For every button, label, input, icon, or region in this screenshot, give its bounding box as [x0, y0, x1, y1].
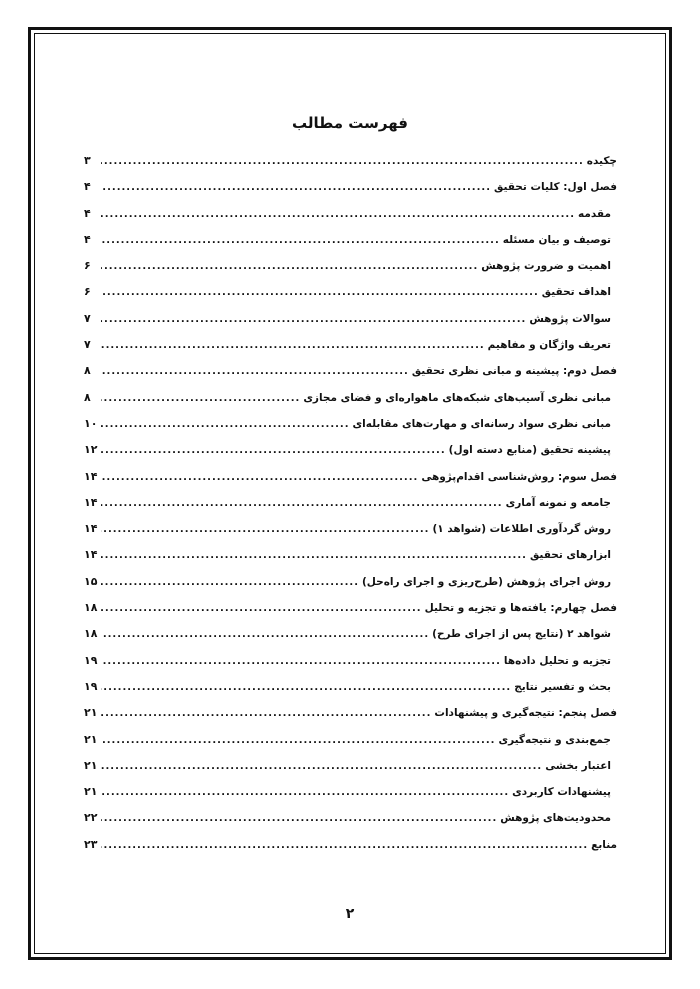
toc-entry-label: اهمیت و ضرورت پژوهش [481, 260, 611, 273]
table-of-contents [84, 154, 617, 864]
toc-entry-label: فصل سوم: روش‌شناسی اقدام‌پژوهی [421, 470, 617, 483]
toc-entry-label: جامعه و نمونه آماری [505, 496, 611, 509]
toc-dot-leader [101, 498, 503, 509]
toc-entry-label: توصیف و بیان مسئله [502, 233, 611, 246]
toc-entry-page: ۱۰ [84, 416, 98, 430]
toc-entry-label: مبانی نظری سواد رسانه‌ای و مهارت‌های مقابله‌ای [352, 417, 611, 430]
toc-entry-label: روش گردآوری اطلاعات (شواهد ۱) [432, 523, 611, 536]
toc-subsection-entry[interactable] [84, 391, 617, 417]
toc-entry-label: پیشینه تحقیق (منابع دسته اول) [448, 444, 611, 457]
toc-dot-leader [101, 787, 509, 798]
toc-chapter-entry[interactable] [84, 706, 617, 732]
toc-entry-page: ۱۸ [84, 601, 98, 615]
toc-dot-leader [101, 708, 431, 719]
toc-dot-leader [101, 314, 526, 325]
toc-entry-page: ۶ [84, 259, 91, 273]
toc-subsection-entry[interactable] [84, 733, 617, 759]
toc-entry-label: پیشنهادات کاربردی [512, 786, 611, 799]
toc-entry-page: ۷ [84, 338, 91, 352]
toc-entry-label: تجزیه و تحلیل داده‌ها [503, 654, 611, 667]
toc-entry-label: فصل اول: کلیات تحقیق [494, 181, 617, 194]
toc-entry-label: فصل چهارم: یافته‌ها و تجزیه و تحلیل [424, 602, 617, 615]
toc-subsection-entry[interactable] [84, 338, 617, 364]
toc-entry-label: تعریف واژگان و مفاهیم [487, 339, 611, 352]
toc-subsection-entry[interactable] [84, 575, 617, 601]
toc-chapter-entry[interactable] [84, 180, 617, 206]
toc-entry-label: فصل دوم: پیشینه و مبانی نظری تحقیق [411, 365, 617, 378]
toc-entry-label: جمع‌بندی و نتیجه‌گیری [498, 733, 611, 746]
toc-dot-leader [101, 603, 422, 614]
toc-entry-page: ۲۲ [84, 811, 98, 825]
toc-entry-page: ۶ [84, 285, 91, 299]
page-number: ۲ [345, 906, 355, 922]
toc-subsection-entry[interactable] [84, 548, 617, 574]
toc-dot-leader [101, 445, 446, 456]
toc-entry-label: اهداف تحقیق [541, 286, 611, 299]
toc-entry-label: فصل پنجم: نتیجه‌گیری و پیشنهادات [434, 707, 617, 720]
toc-dot-leader [101, 629, 429, 640]
toc-entry-label: ابزارهای تحقیق [529, 549, 611, 562]
toc-entry-page: ۲۱ [84, 706, 98, 720]
toc-entry-page: ۸ [84, 364, 91, 378]
toc-entry-page: ۸ [84, 390, 91, 404]
toc-entry-page: ۲۱ [84, 732, 98, 746]
toc-chapter-entry[interactable] [84, 364, 617, 390]
toc-subsection-entry[interactable] [84, 207, 617, 233]
toc-chapter-entry[interactable] [84, 838, 617, 864]
toc-subsection-entry[interactable] [84, 496, 617, 522]
toc-dot-leader [101, 550, 527, 561]
toc-subsection-entry[interactable] [84, 285, 617, 311]
toc-dot-leader [101, 472, 418, 483]
toc-subsection-entry[interactable] [84, 785, 617, 811]
toc-dot-leader [101, 261, 478, 272]
toc-entry-page: ۲۱ [84, 758, 98, 772]
toc-dot-leader [101, 393, 300, 404]
toc-dot-leader [101, 682, 511, 693]
toc-entry-label: اعتبار بخشی [545, 759, 611, 772]
toc-entry-label: مقدمه [578, 207, 611, 220]
toc-entry-page: ۱۴ [84, 495, 98, 509]
toc-dot-leader [101, 340, 485, 351]
toc-entry-page: ۱۹ [84, 679, 98, 693]
toc-subsection-entry[interactable] [84, 443, 617, 469]
toc-entry-page: ۲۱ [84, 785, 98, 799]
toc-entry-page: ۷ [84, 311, 91, 325]
toc-entry-page: ۱۲ [84, 443, 98, 457]
toc-dot-leader [101, 840, 588, 851]
toc-entry-label: شواهد ۲ (نتایج پس از اجرای طرح) [432, 628, 611, 641]
toc-entry-label: منابع [591, 838, 617, 851]
toc-subsection-entry[interactable] [84, 627, 617, 653]
toc-dot-leader [101, 366, 409, 377]
toc-subsection-entry[interactable] [84, 312, 617, 338]
toc-dot-leader [101, 813, 497, 824]
toc-entry-label: مبانی نظری آسیب‌های شبکه‌های ماهواره‌ای و فضای مجازی [303, 391, 611, 404]
toc-chapter-entry[interactable] [84, 154, 617, 180]
toc-entry-page: ۴ [84, 180, 91, 194]
toc-entry-page: ۱۸ [84, 627, 98, 641]
toc-subsection-entry[interactable] [84, 233, 617, 259]
toc-subsection-entry[interactable] [84, 654, 617, 680]
toc-dot-leader [101, 419, 350, 430]
toc-entry-page: ۱۴ [84, 548, 98, 562]
toc-entry-label: چکیده [586, 155, 617, 167]
toc-subsection-entry[interactable] [84, 680, 617, 706]
toc-entry-page: ۴ [84, 206, 91, 220]
page-title: فهرست مطالب [292, 114, 408, 132]
toc-dot-leader [101, 156, 584, 167]
toc-dot-leader [101, 287, 539, 298]
toc-dot-leader [101, 235, 500, 246]
toc-entry-page: ۲۳ [84, 837, 98, 851]
toc-dot-leader [101, 735, 495, 746]
toc-entry-page: ۱۴ [84, 522, 98, 536]
toc-subsection-entry[interactable] [84, 417, 617, 443]
toc-dot-leader [101, 524, 429, 535]
toc-dot-leader [101, 182, 491, 193]
toc-entry-page: ۳ [84, 154, 91, 167]
toc-entry-label: بحث و تفسیر نتایج [514, 680, 611, 693]
toc-entry-label: سوالات پژوهش [529, 312, 611, 325]
toc-entry-page: ۱۵ [84, 574, 98, 588]
toc-subsection-entry[interactable] [84, 759, 617, 785]
toc-entry-page: ۱۴ [84, 469, 98, 483]
toc-chapter-entry[interactable] [84, 470, 617, 496]
toc-dot-leader [101, 577, 359, 588]
toc-subsection-entry[interactable] [84, 522, 617, 548]
toc-dot-leader [101, 209, 575, 220]
toc-chapter-entry[interactable] [84, 601, 617, 627]
toc-entry-page: ۱۹ [84, 653, 98, 667]
toc-dot-leader [101, 761, 542, 772]
toc-entry-page: ۴ [84, 232, 91, 246]
toc-subsection-entry[interactable] [84, 811, 617, 837]
toc-subsection-entry[interactable] [84, 259, 617, 285]
toc-entry-label: محدودیت‌های پژوهش [500, 812, 611, 825]
toc-dot-leader [101, 656, 501, 667]
toc-entry-label: روش اجرای پژوهش (طرح‌ریزی و اجرای راه‌حل) [362, 575, 611, 588]
